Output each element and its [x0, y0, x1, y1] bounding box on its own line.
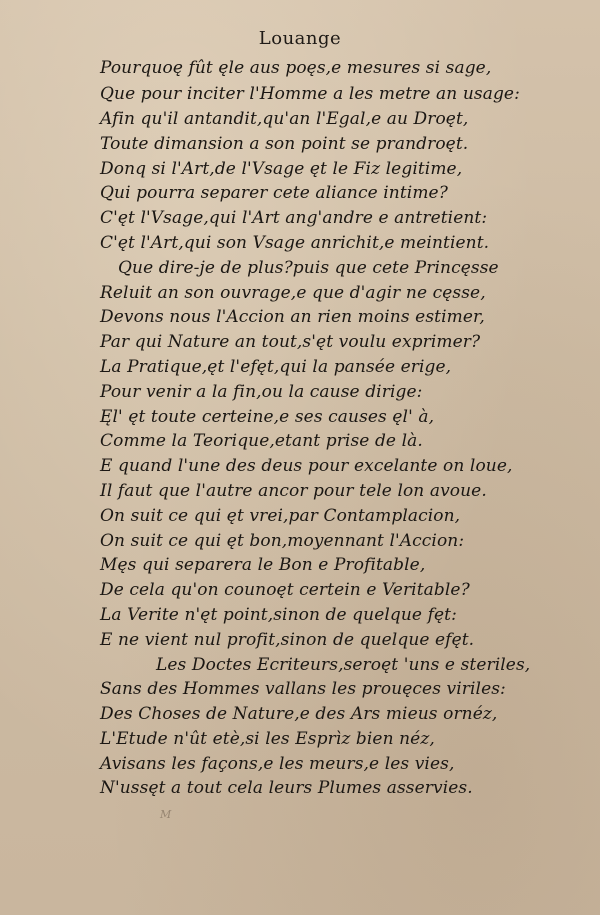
poem-line: Pour venir a la fin,ou la cause dirige: — [100, 382, 423, 402]
running-header: Louange — [258, 28, 342, 49]
poem-line: Sans des Hommes vallans les prouęces viriles: — [100, 679, 506, 699]
poem-line: C'ęt l'Vsage,qui l'Art ang'andre e antretient: — [100, 208, 488, 228]
poem-line: Que pour inciter l'Homme a les metre an usage: — [100, 84, 520, 104]
poem-line: L'Etude n'ût etè,si les Esprìz bien néz, — [100, 729, 435, 749]
poem-line: Afin qu'il antandit,qu'an l'Egal,e au Droęt, — [100, 109, 469, 129]
poem-line: Qui pourra separer cete aliance intime? — [100, 183, 448, 203]
poem-line: Pourquoę fût ęle aus poęs,e mesures si sage, — [100, 58, 492, 78]
poem-line: Reluit an son ouvrage,e que d'agir ne cęsse, — [100, 283, 486, 303]
poem-line: Les Doctes Ecriteurs,seroęt 'uns e steriles, — [156, 655, 531, 675]
poem-line: La Pratique,ęt l'efęt,qui la pansée erige, — [100, 357, 452, 377]
poem-line: Comme la Teorique,etant prise de là. — [100, 431, 423, 451]
poem-line: Par qui Nature an tout,s'ęt voulu exprimer? — [100, 332, 481, 352]
poem-line: E quand l'une des deus pour excelante on loue, — [100, 456, 513, 476]
poem-line: Toute dimansion a son point se prandroęt. — [100, 134, 469, 154]
poem-line: La Verite n'ęt point,sinon de quelque fęt: — [100, 605, 457, 625]
poem-line: Ęl' ęt toute certeine,e ses causes ęl' à, — [100, 407, 435, 427]
poem-line: Męs qui separera le Bon e Profitable, — [100, 555, 426, 575]
poem-line: On suit ce qui ęt bon,moyennant l'Accion: — [100, 531, 465, 551]
poem-line: N'ussęt a tout cela leurs Plumes asservies. — [100, 778, 473, 798]
poem-line: Devons nous l'Accion an rien moins estimer, — [100, 307, 485, 327]
poem-line: Donq si l'Art,de l'Vsage ęt le Fiz legitime, — [100, 159, 463, 179]
poem-line: On suit ce qui ęt vrei,par Contamplacion, — [100, 506, 461, 526]
poem-line: Que dire-je de plus?puis que cete Princęsse — [118, 258, 499, 278]
poem-line: Avisans les façons,e les meurs,e les vies, — [100, 754, 455, 774]
poem-line: Il faut que l'autre ancor pour tele lon avoue. — [100, 481, 487, 501]
signature-mark: M — [160, 808, 172, 821]
poem-line: Des Choses de Nature,e des Ars mieus ornéz, — [100, 704, 498, 724]
poem-line: E ne vient nul profit,sinon de quelque efęt. — [100, 630, 475, 650]
poem-line: De cela qu'on counoęt certein e Veritable? — [100, 580, 470, 600]
poem-line: C'ęt l'Art,qui son Vsage anrichit,e meintient. — [100, 233, 490, 253]
